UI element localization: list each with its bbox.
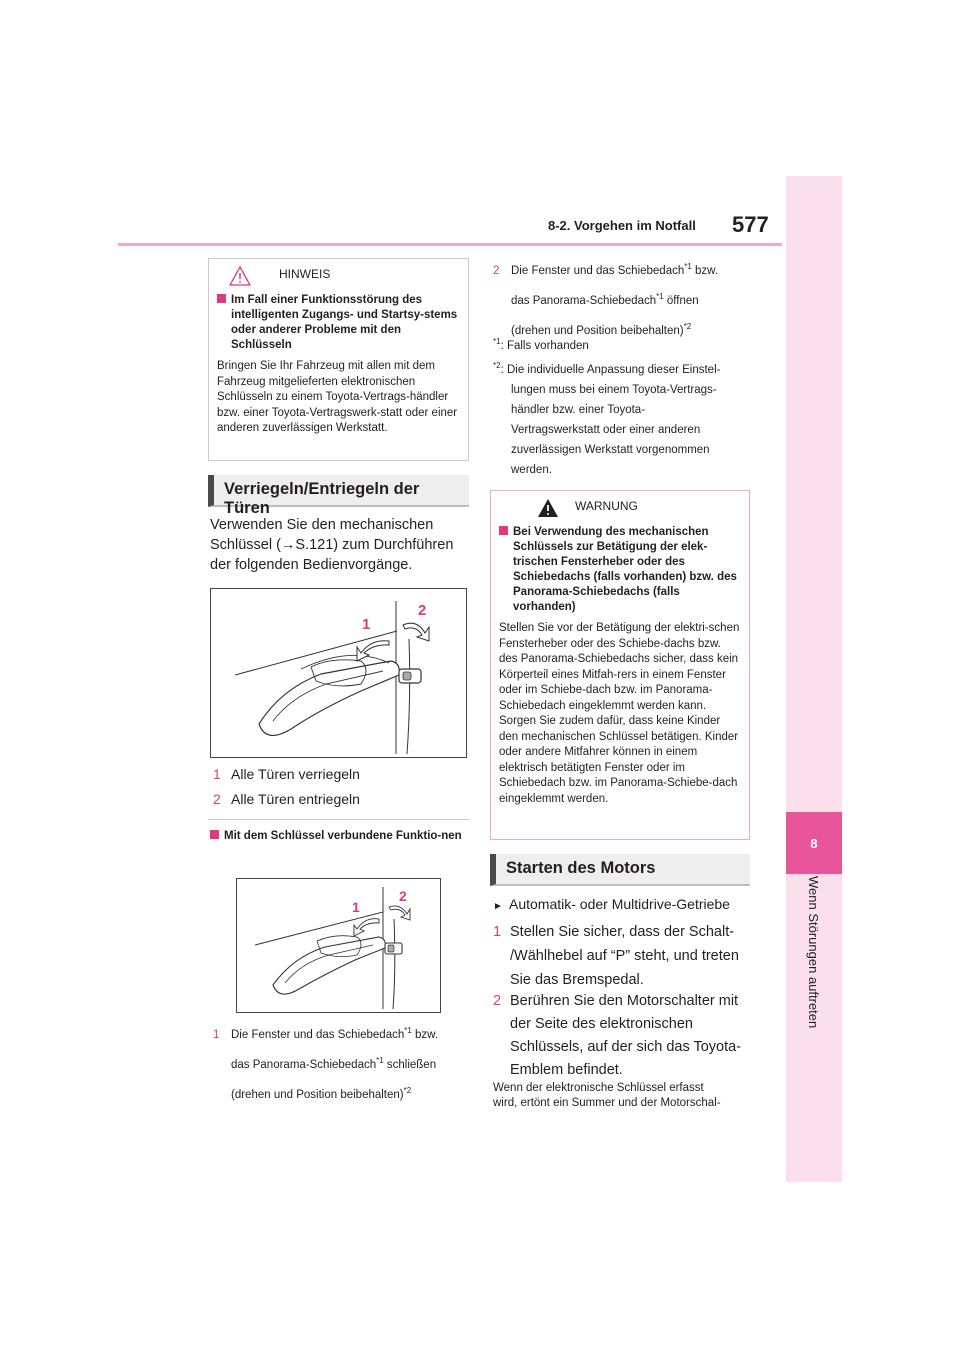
warnung-body: Stellen Sie vor der Betätigung der elektri-schen Fensterheber oder des Schiebe-dachs bzw. des Panorama-Schiebedachs sicher, dass kein Körperteil eines Mitfah-rers in einem Fenster oder im Schiebe-dach bzw. im Panorama-Schiebedach eingeklemmt werden kann. Sorgen Sie zudem dafür, dass keine Kinder den mechanischen Schlüssel betätigen. Kinder oder andere Mitfahrer können in einem elektrisch betätigten Fenster oder im Schiebedach bzw. im Panorama-Schiebe-dach eingeklemmt werden. [499,622,740,805]
hinweis-header [217,259,460,289]
tail-paragraph [493,1081,755,1111]
footnote-text: : Falls vorhanden [500,339,589,352]
step-text: Stellen Sie sicher, dass der Schalt- [510,924,735,940]
chapter-label-text: Wenn Störungen auftreten [806,876,821,1029]
footnote-ref: *2 [683,321,692,331]
step-text: Alle Türen entriegeln [231,791,360,807]
section-heading-engine [490,854,750,886]
intro-paragraph [210,515,472,575]
sub-step-close [213,1018,475,1107]
caution-icon [229,266,251,286]
step-number: 2 [493,993,502,1009]
footnote-text: lungen muss bei einem Toyota-Vertrags- [511,383,717,396]
warnung-label: WARNUNG [575,499,638,513]
hinweis-body: Bringen Sie Ihr Fahrzeug mit allen mit dem Fahrzeug mitgelieferten elektronischen Schlüsseln zu einem Toyota-Vertrags-händler bzw. einer Toyota-Vertragswerk-statt oder einer anderen zuverlässigen Werkstatt. [217,360,458,434]
intro-line: Schlüssel (→S.121) zum Durchführen [210,537,454,553]
step-text: schließen [383,1058,437,1071]
figure-callout-2: 2 [399,888,407,904]
step-text: das Panorama-Schiebedach [511,294,657,307]
step-number: 2 [213,791,221,807]
square-bullet-icon [499,526,508,535]
door-handle-figure [210,588,467,758]
door-handle-illustration-2 [237,879,440,1012]
engine-step-2 [493,990,755,1082]
transmission-bullet [493,894,730,917]
header-divider [118,243,782,246]
step-text: öffnen [663,294,699,307]
figure-callout-2: 2 [418,602,427,619]
figure-callout-1: 1 [352,899,360,915]
footnote-ref: *2 [403,1085,412,1095]
footnote-ref: *1 [684,262,692,271]
step-text: /Wählhebel auf “P” steht, und treten [510,948,739,964]
warnung-title [499,525,741,615]
step-unlock [213,787,360,811]
chapter-tab[interactable] [786,812,842,874]
footnote-text: händler bzw. einer Toyota- [511,403,646,416]
chapter-number: 8 [810,836,818,851]
page-number: 577 [732,212,769,237]
footnote-text: Vertragswerkstatt oder einer anderen [511,423,701,436]
step-number: 2 [493,264,500,277]
step-text: bzw. [691,264,719,277]
figure-callout-1: 1 [362,616,371,633]
step-lock [213,762,360,786]
footnote-ref: *1 [376,1055,384,1065]
bullet-text: Automatik- oder Multidrive-Getriebe [509,896,730,912]
hinweis-box [208,258,469,461]
hinweis-title-text: Im Fall einer Funktionsstörung des intelligenten Zugangs- und Startsy-stems oder anderer Probleme mit den Schlüsseln [231,294,458,351]
step-text: Emblem befindet. [510,1062,623,1078]
footnote-mark: *1 [493,337,501,346]
step-number: 1 [213,766,221,782]
step-number: 1 [213,1028,220,1041]
divider [208,819,469,820]
chapter-label [788,876,840,1056]
step-text: Die Fenster und das Schiebedach [511,264,685,277]
footnotes [493,332,755,480]
step-text: (drehen und Position beibehalten) [511,324,684,337]
subsection-title-text: Mit dem Schlüssel verbundene Funktio-nen [224,830,462,842]
step-number: 1 [493,924,502,940]
triangle-bullet-icon: ► [493,901,503,912]
footnote-mark: *2 [493,360,501,370]
step-text: der Seite des elektronischen [510,1016,693,1032]
warnung-box [490,490,750,840]
footnote-text: : Die individuelle Anpassung dieser Einstel- [500,363,721,376]
footnote-ref: *1 [656,291,664,301]
square-bullet-icon [217,294,226,303]
door-handle-figure-2 [236,878,441,1013]
engine-step-1 [493,920,755,992]
hinweis-label: HINWEIS [279,267,331,281]
subsection-title [210,829,470,844]
square-bullet-icon [210,830,219,839]
step-text: Die Fenster und das Schiebedach [231,1028,405,1041]
intro-line: Verwenden Sie den mechanischen [210,517,434,533]
step-text: (drehen und Position beibehalten) [231,1088,404,1101]
warnung-header [499,491,741,521]
step-text: Sie das Bremspedal. [510,972,644,988]
section-title: 8-2. Vorgehen im Notfall [548,218,696,233]
door-handle-illustration [211,589,466,757]
footnote-text: zuverlässigen Werkstatt vorgenommen [511,443,710,456]
footnote-ref: *1 [404,1026,412,1035]
section-heading-text: Verriegeln/Entriegeln der Türen [224,480,420,517]
sub-step-open [493,254,755,343]
section-heading-doors [208,475,469,517]
warnung-title-text: Bei Verwendung des mechanischen Schlüssels zur Betätigung der elek-trischen Fensterheber oder des Schiebedachs (falls vorhanden) bzw. des Panorama-Schiebedachs (falls vorhanden) [513,526,737,613]
section-heading-text: Starten des Motors [506,859,656,877]
tail-line: wird, ertönt ein Summer und der Motorschal- [493,1097,721,1109]
step-text: Schlüssels, auf der sich das Toyota- [510,1039,742,1055]
step-text: Berühren Sie den Motorschalter mit [510,993,739,1009]
footnote-text: werden. [511,463,552,476]
step-text: Alle Türen verriegeln [231,766,360,782]
step-text: das Panorama-Schiebedach [231,1058,377,1071]
step-text: bzw. [411,1028,439,1041]
hinweis-title [217,293,460,353]
warning-icon [537,498,559,518]
intro-line: der folgenden Bedienvorgänge. [210,557,413,573]
tail-line: Wenn der elektronische Schlüssel erfasst [493,1082,704,1094]
